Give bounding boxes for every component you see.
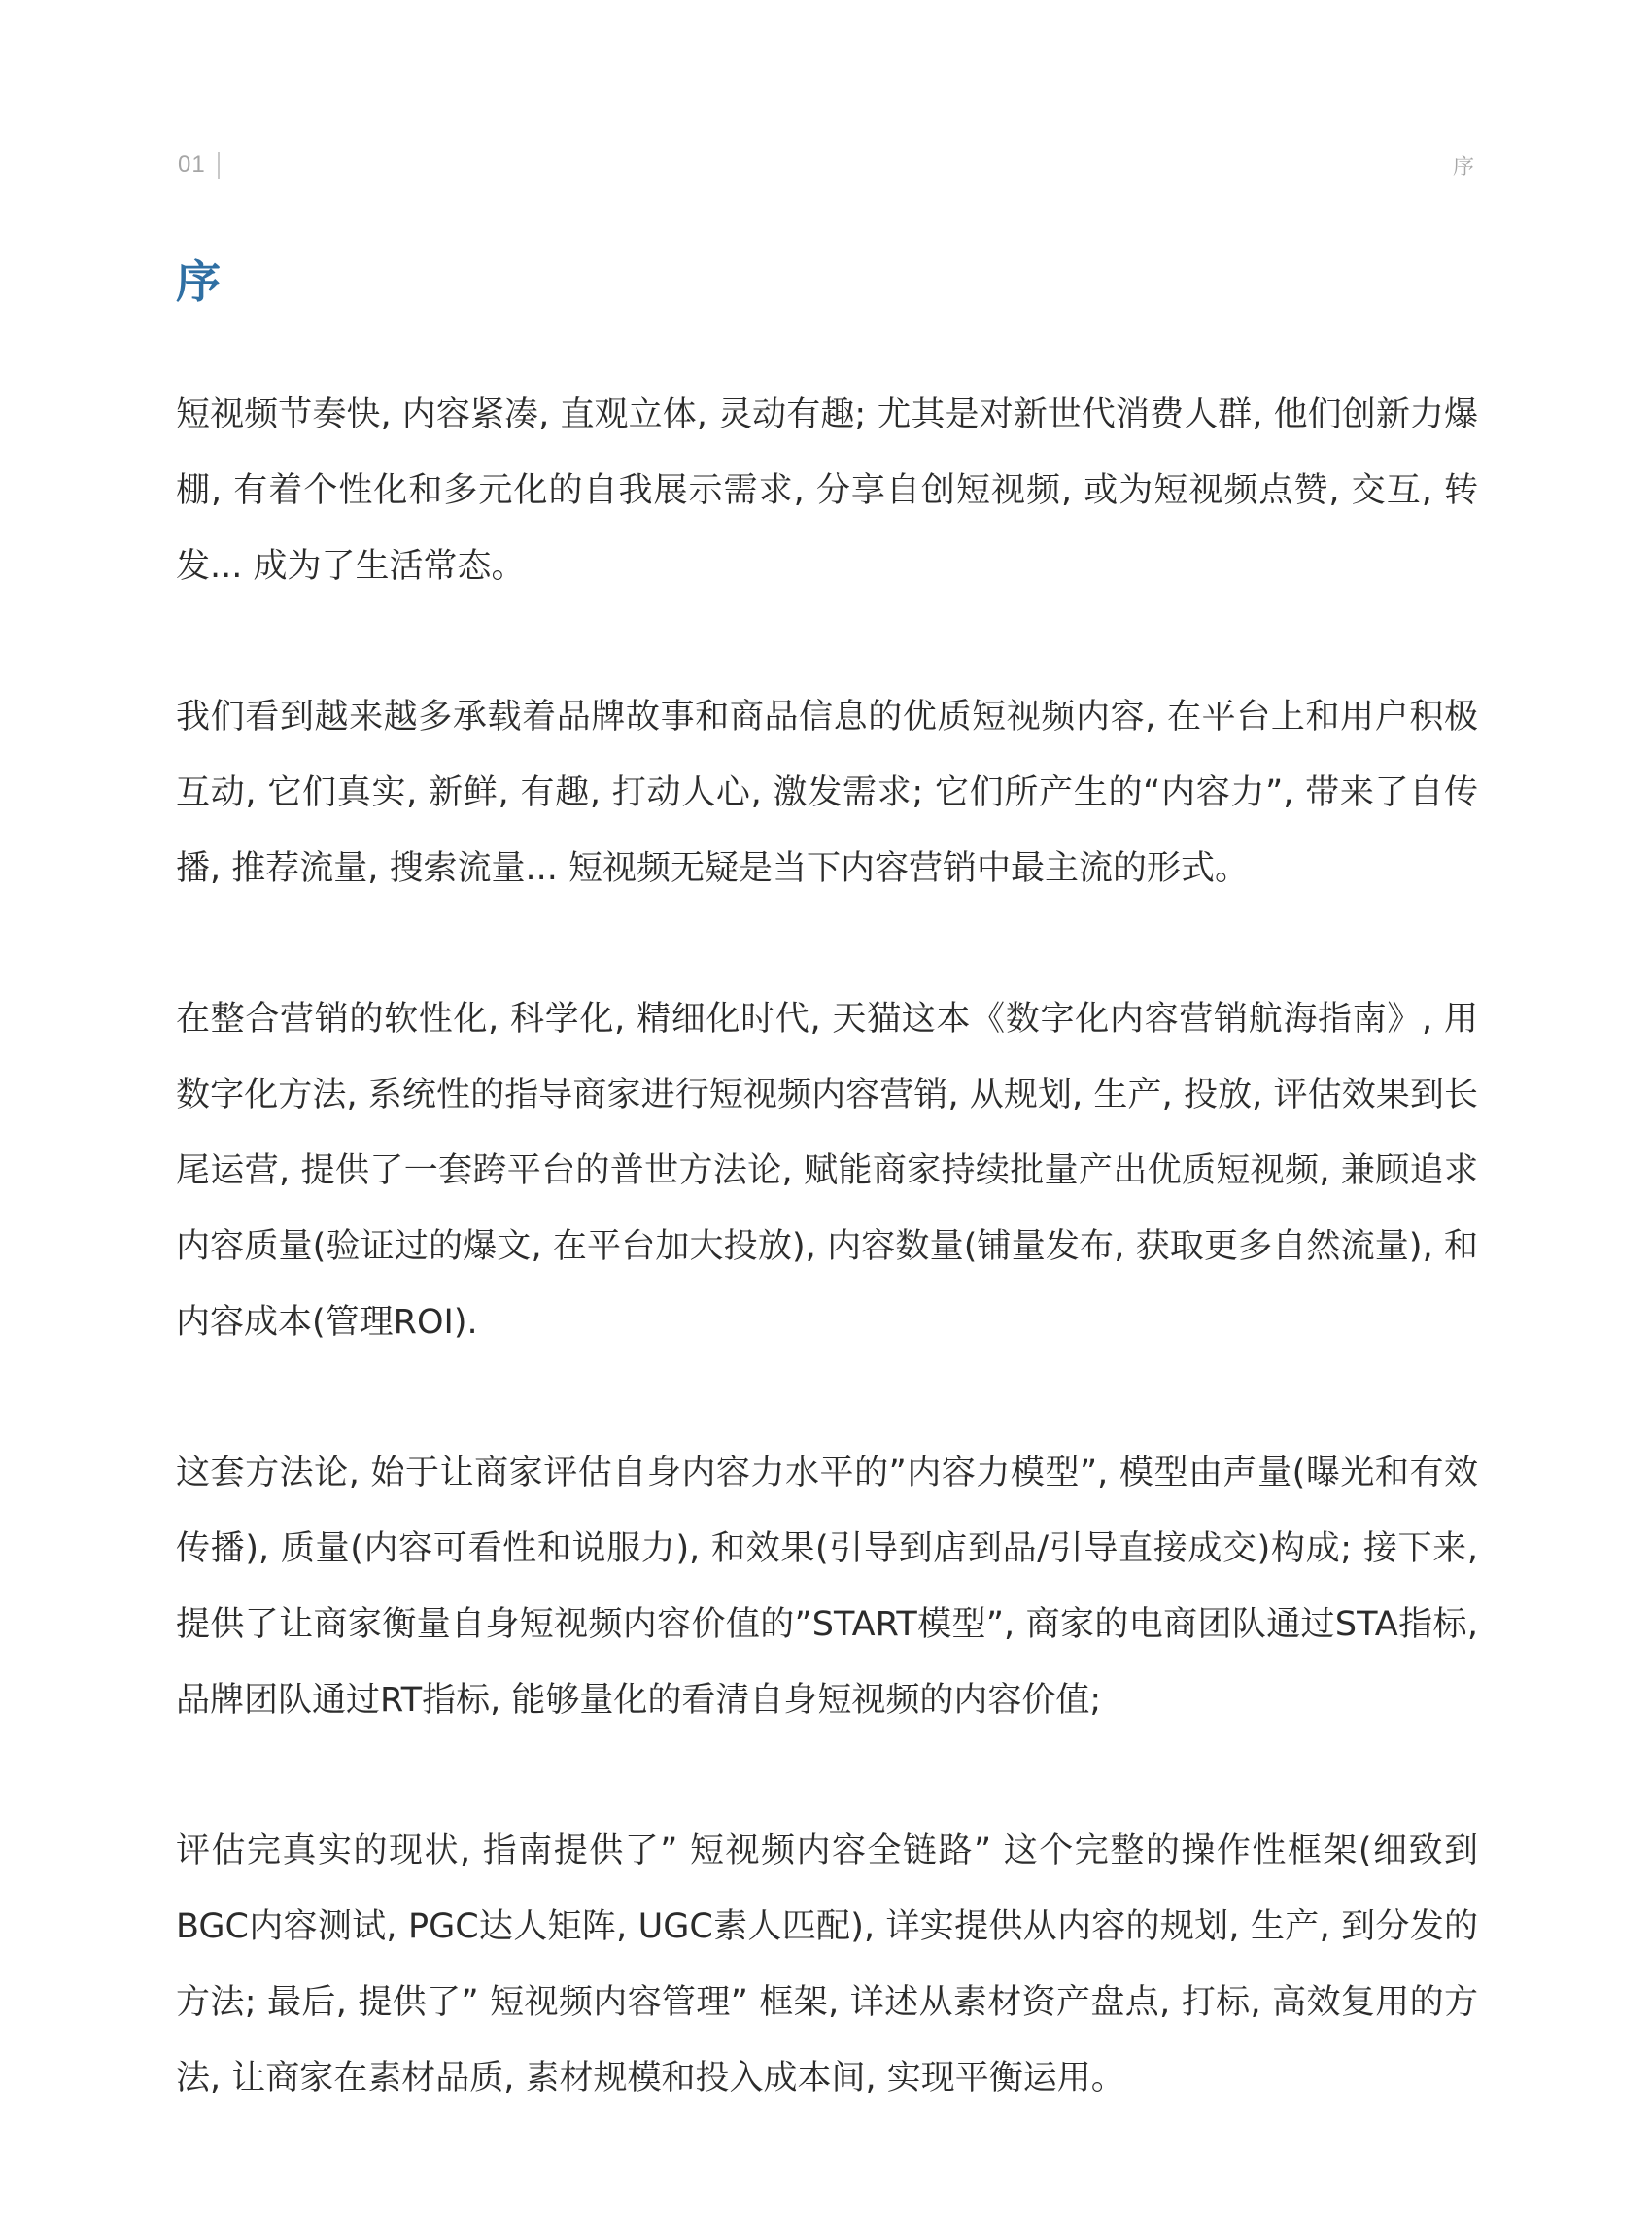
header-section-name: 序 — [1452, 154, 1474, 180]
paragraph: 短视频节奏快, 内容紧凑, 直观立体, 灵动有趣; 尤其是对新世代消费人群, 他们创新力爆棚, 有着个性化和多元化的自我展示需求, 分享自创短视频, 或为短视频点赞, 交互, 转发... 成为了生活常态。 — [176, 395, 1478, 586]
paragraph: 我们看到越来越多承载着品牌故事和商品信息的优质短视频内容, 在平台上和用户积极互动, 它们真实, 新鲜, 有趣, 打动人心, 激发需求; 它们所产生的“内容力”, 带来了自传播, 推荐流量, 搜索流量... 短视频无疑是当下内容营销中最主流的形式。 — [176, 698, 1478, 888]
page-number: 01 — [178, 152, 206, 178]
paragraph: 这套方法论, 始于让商家评估自身内容力水平的”内容力模型”, 模型由声量(曝光和有效传播), 质量(内容可看性和说服力), 和效果(引导到店到品/引导直接成交)构成; 接下来, 提供了让商家衡量自身短视频内容价值的”START模型”, 商家的电商团队通过STA指标, 品牌团队通过RT指标, 能够量化的看清自身短视频的内容价值; — [176, 1454, 1478, 1720]
paragraph: 评估完真实的现状, 指南提供了” 短视频内容全链路” 这个完整的操作性框架(细致到BGC内容测试, PGC达人矩阵, UGC素人匹配), 详实提供从内容的规划, 生产, 到分发的方法; 最后, 提供了” 短视频内容管理” 框架, 详述从素材资产盘点, 打标, 高效复用的方法, 让商家在素材品质, 素材规模和投入成本间, 实现平衡运用。 — [176, 1832, 1478, 2098]
header-divider — [218, 152, 220, 179]
page-number-group — [178, 152, 220, 179]
body-text — [176, 377, 1478, 2191]
running-header — [178, 146, 1474, 185]
chapter-title: 序 — [176, 256, 221, 308]
paragraph: 在整合营销的软性化, 科学化, 精细化时代, 天猫这本《数字化内容营销航海指南》, 用数字化方法, 系统性的指导商家进行短视频内容营销, 从规划, 生产, 投放, 评估效果到长尾运营, 提供了一套跨平台的普世方法论, 赋能商家持续批量产出优质短视频, 兼顾追求内容质量(验证过的爆文, 在平台加大投放), 内容数量(铺量发布, 获取更多自然流量), 和内容成本(管理ROI). — [176, 1000, 1478, 1342]
